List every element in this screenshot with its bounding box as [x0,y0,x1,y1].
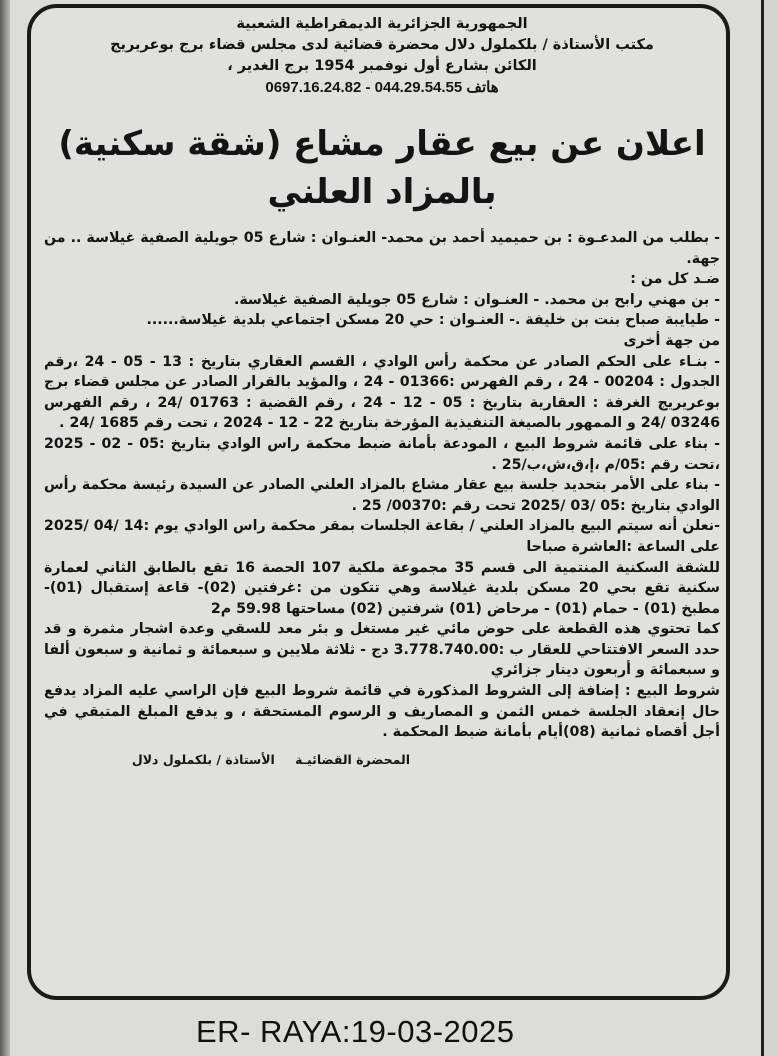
paragraph-other-party: من جهة أخرى [623,332,720,349]
page-fold-shadow [0,0,10,1056]
paragraph-property-description: للشقة السكنية المنتمية الى قسم 35 مجموعة ملكية 107 الحصة 16 تقع بالطابق الثاني لعمارة سكنية تقع بحي 20 مسكن بلدية غيلاسة وهي تتكون من :غرفتين (02)- قاعة إستقبال (01)- مطبخ (01) - حمام (01) - مرحاض (01) شرفتين (02) مساحتها 59.98 م2 [44,559,721,617]
signature-name: الأستاذة / بلكملول دلال [131,751,275,767]
signature-role: المحضرة القضائيـة [295,751,410,767]
announcement-body [44,228,720,743]
paragraph-sale-conditions-list: - بناء على قائمة شروط البيع ، المودعة بأمانة ضبط محكمة راس الوادي بتاريخ :05 - 02 - 2025 ،تحت رقم :05/م ،إ،ق،ش،ب/25 . [44,435,720,473]
header-phone: هاتف 044.29.54.55 - 0697.16.24.82 [265,79,499,96]
announcement-title: اعلان عن بيع عقار مشاع (شقة سكنية) بالمزاد العلني [58,124,706,212]
paragraph-sale-terms: شروط البيع : إضافة إلى الشروط المذكورة في قائمة شروط البيع فإن الراسي عليه المزاد يدفع حال إنعقاد الجلسة خمس الثمن و المصاريف و الرسوم المستحقة ، و يدفع المبلغ المتبقي في أجل أقصاه ثمانية (08)أيام بأمانة ضبط المحكمة . [44,683,720,741]
signature-line [44,752,720,767]
adjacent-column-edge [761,0,778,1056]
paragraph-opening-price: كما تحتوي هذه القطعة على حوض مائي غير مستغل و بئر معد للسقي وعدة اشجار مثمرة و قد حدد السعر الافتتاحي للعقار ب :3.778.740.00 دج - ثلاثة ملايين و سبعمائة و ثمانية و سبعون ألفا و سبعمائة و أربعون دينار جزائري [44,621,720,679]
header-office: مكتب الأستاذة / بلكملول دلال محضرة قضائية لدى مجلس قضاء برج بوعريريج [110,37,654,53]
paragraph-defendant-1: - بن مهني رابح بن محمد. - العنـوان : شارع 05 جويلية الصفية غيلاسة. [233,291,720,308]
header-republic: الجمهورية الجزائرية الديمقراطية الشعبية [236,16,528,32]
paragraph-auction-date: -نعلن أنه سيتم البيع بالمزاد العلني / بقاعة الجلسات بمقر محكمة راس الوادي يوم :14 /04 /2025 على الساعة :العاشرة صباحا [44,518,721,555]
paragraph-against: ضـد كل من : [630,271,720,288]
paragraph-defendant-2: - طيايبة صباح بنت بن خليفة .- العنـوان : حي 20 مسكن اجتماعي بلدية غيلاسة...... [146,312,720,329]
announcement-content [44,14,720,767]
header-address: الكائن بشارع أول نوفمبر 1954 برج الغدير ، [227,58,537,74]
paragraph-petitioner: - بطلب من المدعـوة : بن حميميد أحمد بن محمد- العنـوان : شارع 05 جويلية الصفية غيلاسة .. من جهة. [44,230,721,267]
paragraph-judgment: - بنـاء على الحكم الصادر عن محكمة رأس الوادي ، القسم العقاري بتاريخ : 13 - 05 - 24 ،رقم الجدول : 00204 - 24 ، رقم الفهرس :01366 - 24 ، والمؤيد بالقرار الصادر عن مجلس قضاء برج بوعريريج الغرفة : العقارية بتاريخ : 05 - 12 - 24 ، رقم القضية : 01763 /24 ، رقم الفهرس 03246 /24 و الممهور بالصيغة التنفيذية المؤرخة بتاريخ 22 - 12 - 2024 ، تحت رقم 1685 /24 . [44,353,720,432]
newspaper-source-date: ER- RAYA:19-03-2025 [196,1014,515,1049]
paragraph-session-order: - بناء على الأمر بتحديد جلسة بيع عقار مشاع بالمزاد العلني الصادر عن السيدة رئيسة محكمة رأس الوادي بتاريخ :05 /03 /2025 تحت رقم :00370/ 25 . [44,477,720,514]
